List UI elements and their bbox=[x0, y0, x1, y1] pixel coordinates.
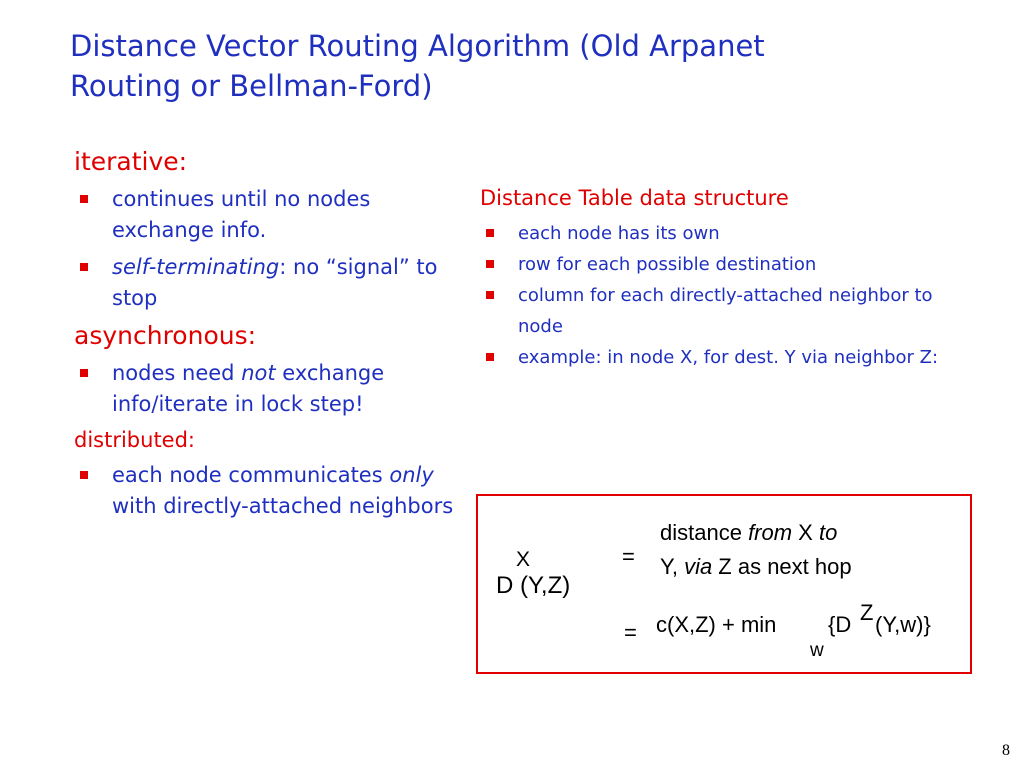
list-item: row for each possible destination bbox=[480, 249, 960, 280]
formula-rhs-tail: (Y,w)} bbox=[875, 612, 931, 637]
list-item: each node communicates only with directly-attached neighbors bbox=[74, 460, 464, 522]
formula-rhs-superscript-z: Z bbox=[860, 600, 874, 625]
list-item: each node has its own bbox=[480, 218, 960, 249]
square-bullet-icon bbox=[80, 471, 88, 479]
formula-equals-1: = bbox=[622, 544, 635, 569]
square-bullet-icon bbox=[486, 353, 494, 361]
right-column bbox=[480, 184, 960, 379]
formula-rhs-cost: c(X,Z) + min bbox=[656, 612, 777, 637]
list-item: column for each directly-attached neighbor to node bbox=[480, 280, 960, 342]
slide-title bbox=[70, 26, 970, 106]
title-line-1: Distance Vector Routing Algorithm (Old Arpanet bbox=[70, 29, 765, 63]
square-bullet-icon bbox=[486, 291, 494, 299]
square-bullet-icon bbox=[80, 195, 88, 203]
formula-definition-line-1: distance from X to bbox=[660, 520, 838, 545]
formula-lhs: D (Y,Z) bbox=[496, 572, 571, 599]
distributed-heading: distributed: bbox=[74, 428, 196, 452]
distance-table-list bbox=[480, 218, 960, 373]
square-bullet-icon bbox=[80, 369, 88, 377]
formula-box bbox=[476, 494, 972, 674]
square-bullet-icon bbox=[486, 260, 494, 268]
formula-superscript-x: X bbox=[516, 548, 531, 571]
iterative-list bbox=[74, 184, 464, 314]
distance-table-heading: Distance Table data structure bbox=[480, 186, 789, 210]
iterative-heading: iterative: bbox=[74, 147, 188, 176]
formula-equals-2: = bbox=[624, 620, 637, 645]
formula-rhs-subscript-w: w bbox=[810, 640, 824, 661]
distributed-list bbox=[74, 460, 464, 522]
asynchronous-heading: asynchronous: bbox=[74, 321, 257, 350]
title-line-2: Routing or Bellman-Ford) bbox=[70, 69, 433, 103]
formula-definition-line-2: Y, via Z as next hop bbox=[660, 554, 852, 579]
square-bullet-icon bbox=[80, 263, 88, 271]
list-item: nodes need not exchange info/iterate in lock step! bbox=[74, 358, 464, 420]
list-item: example: in node X, for dest. Y via neighbor Z: bbox=[480, 342, 960, 373]
formula-rhs-brace-d: {D bbox=[828, 612, 852, 637]
square-bullet-icon bbox=[486, 229, 494, 237]
page-number: 8 bbox=[1002, 742, 1010, 759]
left-column bbox=[74, 146, 464, 528]
list-item: continues until no nodes exchange info. bbox=[74, 184, 464, 246]
list-item: self-terminating: no “signal” to stop bbox=[74, 252, 464, 314]
asynchronous-list bbox=[74, 358, 464, 420]
